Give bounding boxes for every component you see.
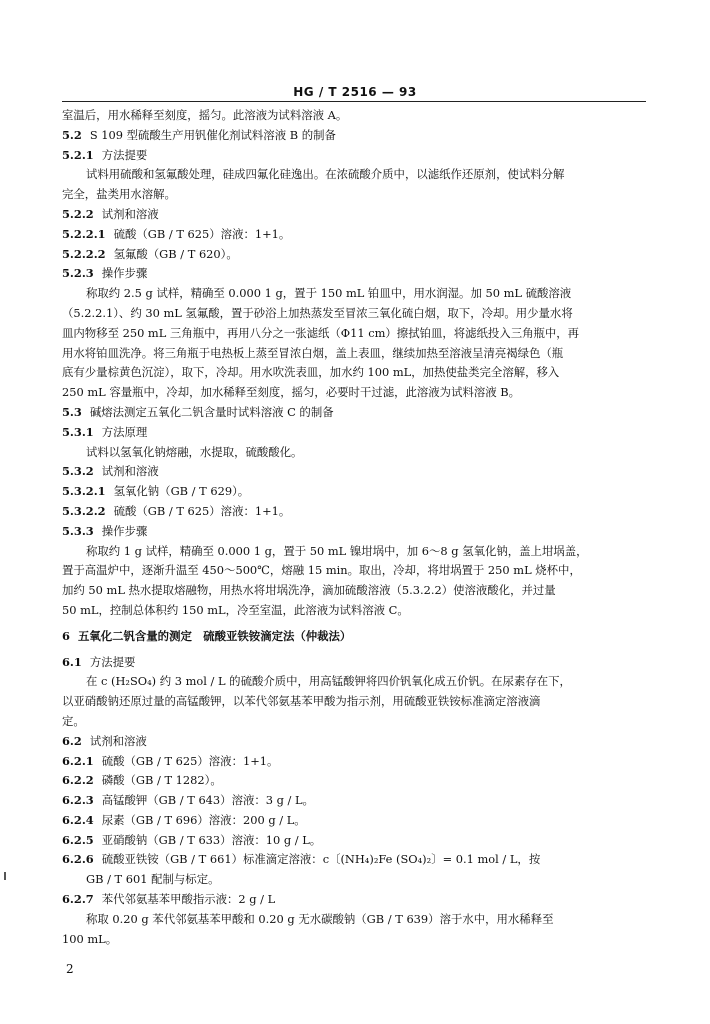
section-heading: [62, 627, 646, 647]
text-line: [62, 383, 646, 403]
line-text: 试料以氢氧化钠熔融，水提取，硫酸酸化。: [86, 444, 303, 459]
line-text: 称取 0.20 g 苯代邻氨基苯甲酸和 0.20 g 无水碳酸钠（GB / T 639）溶于水中，用水稀释至: [86, 911, 554, 926]
line-text: 苯代邻氨基苯甲酸指示液：2 g / L: [101, 892, 276, 907]
clause-number: 6.2.1: [62, 753, 94, 768]
text-line: [62, 581, 646, 601]
line-text: 亚硝酸钠（GB / T 633）溶液：10 g / L。: [101, 832, 322, 847]
text-line: [62, 304, 646, 324]
clause-number: 5.3.2: [62, 464, 94, 479]
line-text: 氢氧化钠（GB / T 629）。: [113, 484, 250, 499]
standard-code-header: HG / T 2516 — 93: [293, 85, 417, 99]
line-text: 100 mL。: [62, 931, 118, 946]
line-text: 试剂和溶液: [89, 733, 147, 748]
line-text: 加约 50 mL 热水提取熔融物，用热水将坩埚洗净，滴加硫酸溶液（5.3.2.2）使溶液酸化，并过量: [62, 583, 556, 598]
line-text: 50 mL，控制总体积约 150 mL，冷至室温，此溶液为试料溶液 C。: [62, 602, 409, 617]
clause-number: 6.2.3: [62, 793, 94, 808]
text-line: [62, 601, 646, 621]
clause-line: [62, 811, 646, 831]
line-text: 碱熔法测定五氧化二钒含量时试料溶液 C 的制备: [89, 404, 334, 419]
line-text: GB / T 601 配制与标定。: [86, 872, 220, 887]
page-number: 2: [66, 962, 74, 976]
document-body: [62, 106, 646, 949]
text-line: [62, 672, 646, 692]
line-text: 称取约 1 g 试样，精确至 0.000 1 g，置于 50 mL 镍坩埚中，加 6～8 g 氢氧化钠，盖上坩埚盖，: [86, 543, 588, 558]
text-line: [62, 910, 646, 930]
line-text: 方法提要: [89, 654, 136, 669]
clause-number: 6.2.5: [62, 832, 94, 847]
text-line: [62, 363, 646, 383]
line-text: 皿内物移至 250 mL 三角瓶中，再用八分之一张滤纸（Φ11 cm）擦拭铂皿，将滤纸投入三角瓶中，再: [62, 325, 580, 340]
clause-number: 6.1: [62, 654, 82, 669]
line-text: 称取约 2.5 g 试样，精确至 0.000 1 g，置于 150 mL 铂皿中，用水润湿。加 50 mL 硫酸溶液: [86, 286, 572, 301]
line-text: 硫酸（GB / T 625）溶液：1+1。: [101, 753, 279, 768]
clause-number: 6.2.7: [62, 892, 94, 907]
clause-line: [62, 126, 646, 146]
text-line: [62, 324, 646, 344]
line-text: 试料用硫酸和氢氟酸处理，硅成四氟化硅逸出。在浓硫酸介质中，以滤纸作还原剂，使试料分解: [86, 167, 565, 182]
line-text: 高锰酸钾（GB / T 643）溶液：3 g / L。: [101, 793, 314, 808]
clause-number: 5.3.2.2: [62, 503, 106, 518]
clause-number: 5.2.1: [62, 147, 94, 162]
text-line: [62, 712, 646, 732]
line-text: 置于高温炉中，逐渐升温至 450～500℃，熔融 15 min。取出，冷却，将坩埚置于 250 mL 烧杯中，: [62, 563, 581, 578]
line-text: 操作步骤: [101, 266, 148, 281]
clause-number: 5.2.2.2: [62, 246, 106, 261]
clause-line: [62, 522, 646, 542]
clause-line: [62, 752, 646, 772]
text-line: [62, 443, 646, 463]
clause-number: 5.2.2: [62, 206, 94, 221]
clause-number: 5.2.3: [62, 266, 94, 281]
line-text: 试剂和溶液: [101, 464, 159, 479]
clause-line: [62, 771, 646, 791]
clause-number: 6.2.4: [62, 812, 94, 827]
clause-number: 6.2.2: [62, 773, 94, 788]
line-text: 试剂和溶液: [101, 206, 159, 221]
clause-line: [62, 146, 646, 166]
clause-line: [62, 423, 646, 443]
clause-line: [62, 225, 646, 245]
clause-line: [62, 791, 646, 811]
text-line: [62, 185, 646, 205]
clause-line: [62, 732, 646, 752]
header-rule: [62, 101, 646, 102]
clause-line: [62, 264, 646, 284]
text-line: [62, 284, 646, 304]
clause-number: 5.3.1: [62, 424, 94, 439]
line-text: 在 c (H₂SO₄) 约 3 mol / L 的硫酸介质中，用高锰酸钾将四价钒氧化成五价钒。在尿素存在下，: [86, 674, 571, 689]
line-text: 以亚硝酸钠还原过量的高锰酸钾，以苯代邻氨基苯甲酸为指示剂，用硫酸亚铁铵标准滴定溶液滴: [62, 694, 541, 709]
text-line: [62, 930, 646, 950]
line-text: 方法提要: [101, 147, 148, 162]
clause-line: [62, 403, 646, 423]
text-line: [62, 106, 646, 126]
clause-line: [62, 205, 646, 225]
line-text: 磷酸（GB / T 1282）。: [101, 773, 222, 788]
clause-line: [62, 850, 646, 870]
clause-number: 5.3.3: [62, 523, 94, 538]
clause-number: 6: [62, 628, 70, 643]
line-text: 250 mL 容量瓶中，冷却，加水稀释至刻度，摇匀，必要时干过滤，此溶液为试料溶液 B。: [62, 385, 521, 400]
line-text: 硫酸（GB / T 625）溶液：1+1。: [113, 503, 291, 518]
clause-number: 5.3: [62, 404, 82, 419]
text-line: [62, 692, 646, 712]
line-text: 硫酸（GB / T 625）溶液：1+1。: [113, 226, 291, 241]
text-line: [62, 561, 646, 581]
line-text: S 109 型硫酸生产用钒催化剂试料溶液 B 的制备: [89, 127, 336, 142]
text-line: [62, 870, 646, 890]
clause-line: [62, 245, 646, 265]
clause-number: 6.2: [62, 733, 82, 748]
scan-edge-mark: [4, 872, 6, 880]
clause-line: [62, 831, 646, 851]
text-line: [62, 542, 646, 562]
text-line: [62, 165, 646, 185]
text-line: [62, 344, 646, 364]
line-text: 室温后，用水稀释至刻度，摇匀。此溶液为试料溶液 A。: [62, 108, 348, 122]
line-text: 底有少量棕黄色沉淀），取下，冷却。用水吹洗表皿，加水约 100 mL，加热使盐类完全溶解，移入: [62, 365, 560, 380]
line-text: 五氧化二钒含量的测定 硫酸亚铁铵滴定法（仲裁法）: [77, 628, 352, 643]
line-text: （5.2.2.1）、约 30 mL 氢氟酸，置于砂浴上加热蒸发至冒浓三氧化硫白烟，取下，冷却。用少量水将: [62, 305, 573, 320]
line-text: 硫酸亚铁铵（GB / T 661）标准滴定溶液：c〔(NH₄)₂Fe (SO₄)₂〕= 0.1 mol / L，按: [101, 852, 541, 867]
line-text: 定。: [62, 713, 85, 728]
line-text: 方法原理: [101, 424, 148, 439]
clause-line: [62, 653, 646, 673]
clause-line: [62, 462, 646, 482]
clause-line: [62, 482, 646, 502]
clause-number: 6.2.6: [62, 852, 94, 867]
clause-number: 5.2: [62, 127, 82, 142]
clause-line: [62, 502, 646, 522]
clause-line: [62, 890, 646, 910]
line-text: 操作步骤: [101, 523, 148, 538]
clause-number: 5.3.2.1: [62, 484, 106, 499]
clause-number: 5.2.2.1: [62, 226, 106, 241]
line-text: 尿素（GB / T 696）溶液：200 g / L。: [101, 812, 306, 827]
line-text: 氢氟酸（GB / T 620）。: [113, 246, 238, 261]
line-text: 用水将铂皿洗净。将三角瓶于电热板上蒸至冒浓白烟，盖上表皿，继续加热至溶液呈清亮褐绿色（瓶: [62, 345, 564, 360]
line-text: 完全，盐类用水溶解。: [62, 187, 176, 202]
